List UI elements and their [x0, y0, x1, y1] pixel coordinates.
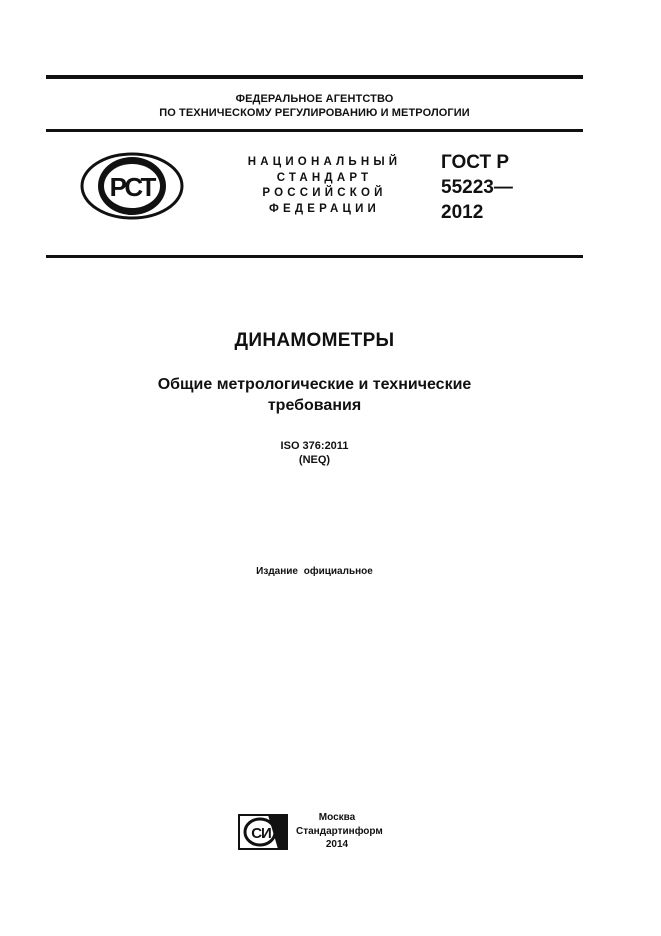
- standard-designation: [441, 150, 513, 225]
- standard-type-line-3: РОССИЙСКОЙ: [262, 187, 387, 199]
- agency-line-2: ПО ТЕХНИЧЕСКОМУ РЕГУЛИРОВАНИЮ И МЕТРОЛОГИИ: [159, 107, 470, 119]
- middle-rule: [46, 129, 583, 132]
- publisher-logo-text: СИ: [251, 825, 271, 842]
- publication-year: 2014: [325, 839, 349, 850]
- bottom-rule: [46, 255, 583, 258]
- agency-line-1: ФЕДЕРАЛЬНОЕ АГЕНТСТВО: [235, 93, 394, 105]
- publisher-city: Москва: [318, 812, 356, 823]
- standard-type-line-1: НАЦИОНАЛЬНЫЙ: [247, 156, 402, 168]
- standard-type: [232, 155, 417, 217]
- emblem-text: РСТ: [109, 172, 155, 202]
- publisher-name: Стандартинформ: [296, 825, 383, 837]
- standartinform-logo-icon: [238, 814, 288, 850]
- top-rule: [46, 75, 583, 79]
- subtitle-line-1: Общие метрологические и технические: [157, 376, 472, 393]
- document-title: ДИНАМОМЕТРЫ: [234, 330, 395, 351]
- iso-reference: [46, 439, 583, 467]
- designation-line-2: 55223—: [441, 177, 513, 198]
- standard-type-line-4: ФЕДЕРАЦИИ: [268, 202, 381, 215]
- standard-type-line-2: СТАНДАРТ: [276, 171, 373, 184]
- subtitle-line-2: требования: [267, 397, 362, 414]
- iso-equivalence: (NEQ): [298, 454, 331, 466]
- designation-line-1: ГОСТ Р: [441, 152, 510, 173]
- publisher-info: [296, 811, 383, 852]
- edition-label: Издание официальное: [256, 566, 373, 577]
- agency-header: [46, 92, 583, 120]
- iso-standard: ISO 376:2011: [280, 440, 349, 452]
- document-subtitle: [46, 374, 583, 416]
- rst-certification-logo-icon: [80, 152, 184, 220]
- designation-line-3: 2012: [441, 202, 484, 223]
